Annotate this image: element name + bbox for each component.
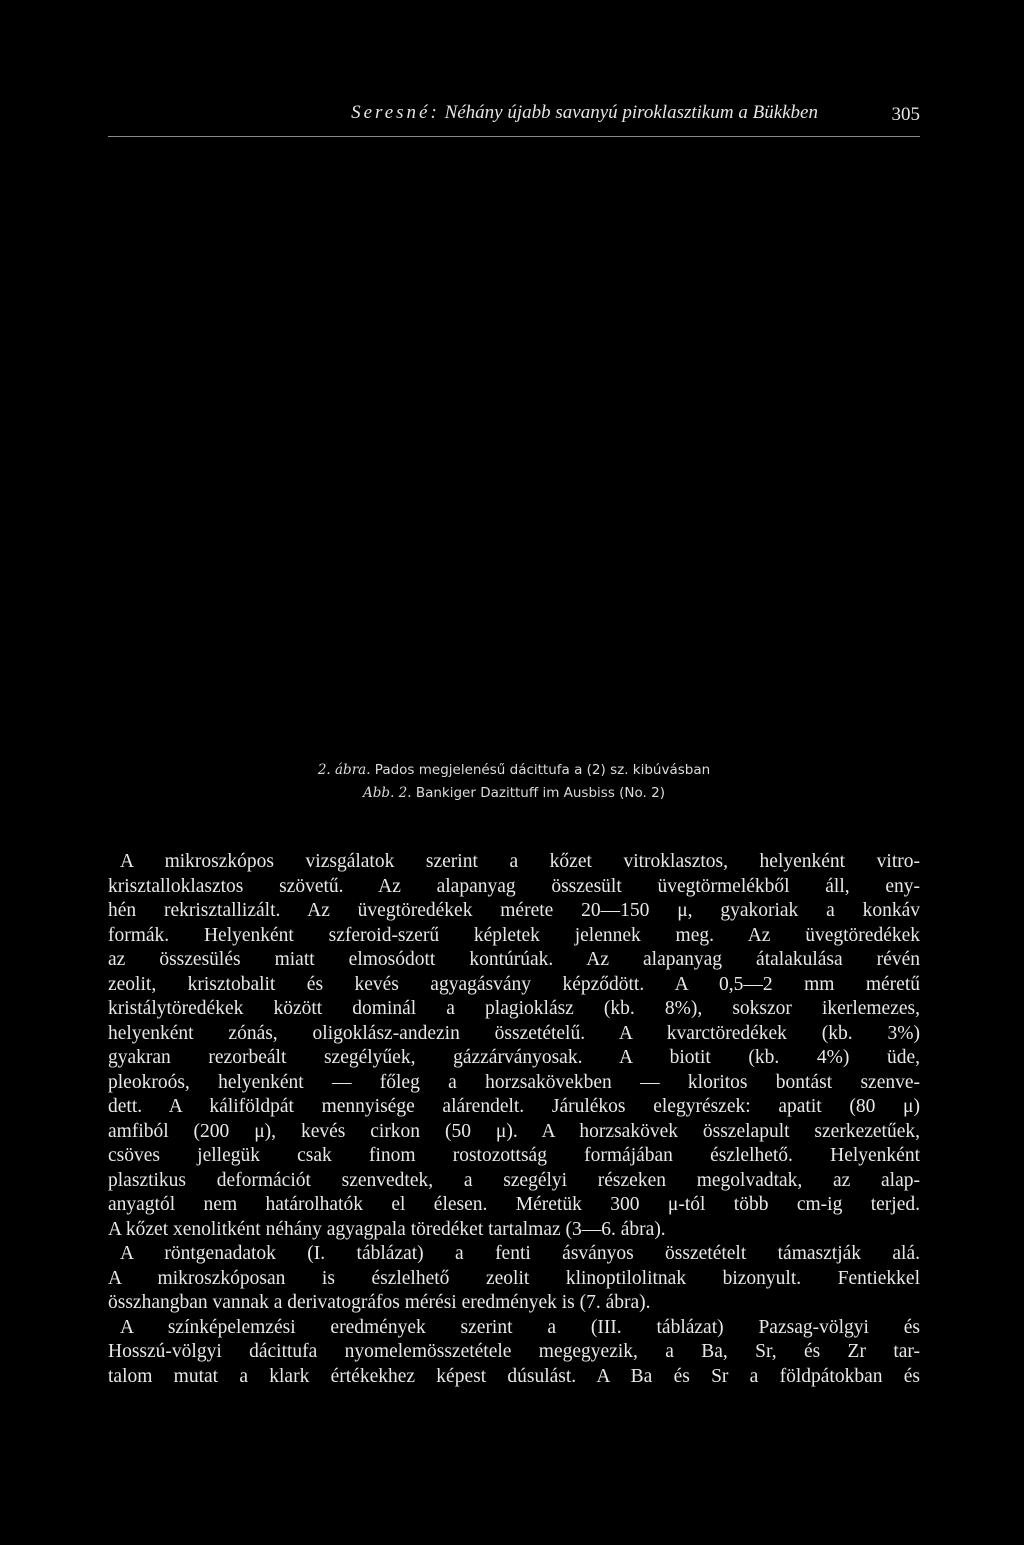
body-line: krisztalloklasztos szövetű. Az alapanyag összesült üvegtörmelékből áll, eny- <box>108 875 920 897</box>
body-line: összhangban vannak a derivatográfos mérési eredmények is (7. ábra). <box>108 1292 651 1313</box>
body-line: A röntgenadatok (I. táblázat) a fenti ásványos összetételt támasztják alá. <box>120 1243 920 1264</box>
figure-caption-label: 2. ábra. <box>317 762 371 778</box>
header-rule <box>108 136 920 137</box>
figure-caption-text: Pados megjelenésű dácittufa a (2) sz. kibúvásban <box>374 762 711 778</box>
body-line: kristálytöredékek között dominál a plagioklász (kb. 8%), sokszor ikerlemezes, <box>108 998 920 1019</box>
body-line: gyakran rezorbeált szegélyűek, gázzárványosak. A biotit (kb. 4%) üde, <box>108 1047 920 1068</box>
body-text <box>108 850 920 1389</box>
body-line: pleokroós, helyenként — főleg a horzsakövekben — kloritos bontást szenve- <box>108 1071 920 1093</box>
body-line: A színképelemzési eredmények szerint a (III. táblázat) Pazsag-völgyi és <box>120 1316 920 1338</box>
body-line: A kőzet xenolitként néhány agyagpala töredéket tartalmaz (3—6. ábra). <box>108 1218 666 1240</box>
figure-caption-german <box>108 785 920 801</box>
body-line: hén rekrisztallizált. Az üvegtöredékek mérete 20—150 μ, gyakoriak a konkáv <box>108 900 920 921</box>
body-line: anyagtól nem határolhatók el élesen. Méretük 300 μ-tól több cm-ig terjed. <box>108 1194 920 1215</box>
body-line: az összesülés miatt elmosódott kontúrúak. Az alapanyag átalakulása révén <box>108 949 920 970</box>
body-line: dett. A káliföldpát mennyisége alárendelt. Járulékos elegyrészek: apatit (80 μ) <box>108 1096 920 1117</box>
body-line: A mikroszkóposan is észlelhető zeolit klinoptilolitnak bizonyult. Fentiekkel <box>108 1267 920 1289</box>
running-head-title: Néhány újabb savanyú piroklasztikum a Bükkben <box>444 102 818 123</box>
body-line: zeolit, krisztobalit és kevés agyagásvány képződött. A 0,5—2 mm méretű <box>108 973 920 995</box>
figure-caption-de-text: Bankiger Dazittuff im Ausbiss (No. 2) <box>415 785 665 801</box>
body-line: amfiból (200 μ), kevés cirkon (50 μ). A horzsakövek összelapult szerkezetűek, <box>108 1120 920 1142</box>
body-line: Hosszú-völgyi dácittufa nyomelemösszetétele megegyezik, a Ba, Sr, és Zr tar- <box>108 1341 920 1362</box>
body-line: talom mutat a klark értékekhez képest dúsulást. A Ba és Sr a földpátokban és <box>108 1365 920 1387</box>
body-line: A mikroszkópos vizsgálatok szerint a kőzet vitroklasztos, helyenként vitro- <box>120 851 920 872</box>
figure-caption-de-label: Abb. 2. <box>363 785 412 801</box>
running-head <box>108 102 918 124</box>
body-line: plasztikus deformációt szenvedtek, a szegélyi részeken megolvadtak, az alap- <box>108 1169 920 1191</box>
body-line: helyenként zónás, oligoklász-andezin összetételű. A kvarctöredékek (kb. 3%) <box>108 1022 920 1044</box>
running-head-author: Seresné: <box>351 102 440 123</box>
body-line: formák. Helyenként szferoid-szerű képletek jelennek meg. Az üvegtöredékek <box>108 924 920 946</box>
figure-photo <box>108 142 920 742</box>
body-line: csöves jellegük csak finom rostozottság formájában észlelhető. Helyenként <box>108 1145 920 1166</box>
page-number: 305 <box>891 104 920 125</box>
figure-caption-hungarian <box>108 762 920 778</box>
